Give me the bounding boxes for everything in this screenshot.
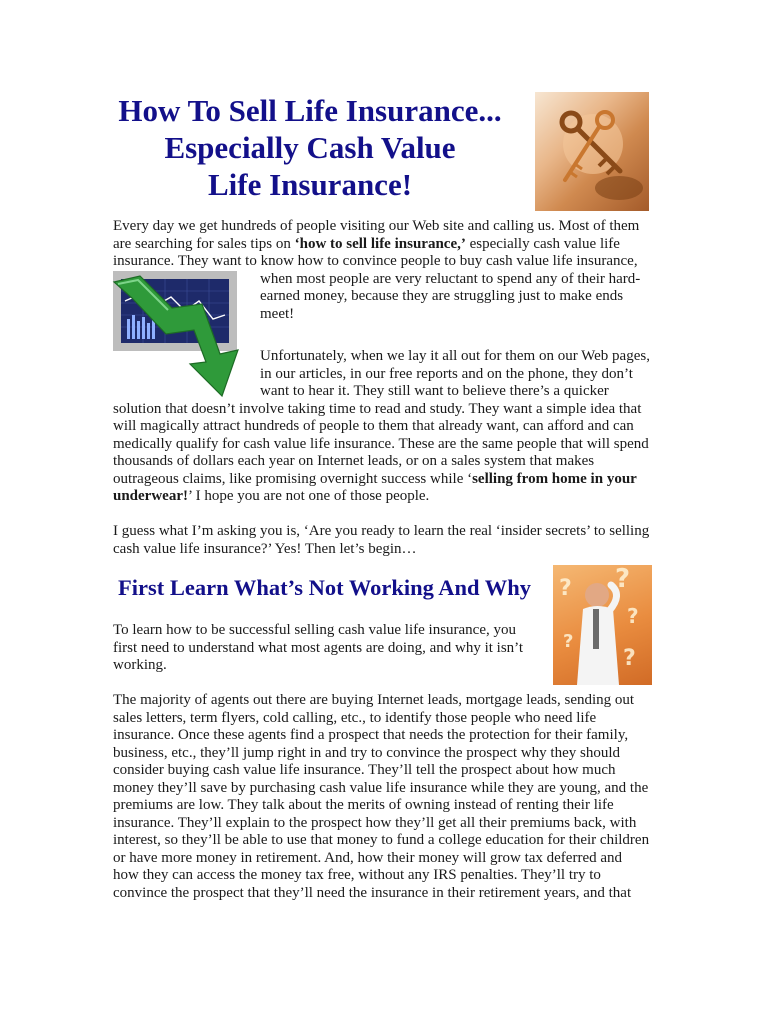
- text-run: outrageous claims, like promising overnight success while ‘: [113, 470, 473, 487]
- section-heading: First Learn What’s Not Working And Why: [118, 575, 531, 600]
- text-line: earned money, because they are struggling just to make ends: [260, 288, 624, 304]
- page-title: [100, 92, 520, 203]
- title-line: Especially Cash Value: [164, 130, 456, 165]
- text-line: Every day we get hundreds of people visiting our Web site and calling us. Most of them: [113, 218, 640, 234]
- text-line: consider buying cash value life insurance. They’ll tell the prospect about how much: [113, 762, 616, 778]
- text-line: will magically attract hundreds of people to them that already want, can afford and can: [113, 418, 634, 434]
- text-line: money they’ll save by purchasing cash value life insurance while they are young, and the: [113, 779, 649, 796]
- text-line: interest, so they’ll be able to use that money to fund a college education for their children: [113, 832, 650, 848]
- svg-text:?: ?: [615, 565, 631, 594]
- emphasis-text: selling from home in your: [472, 470, 637, 487]
- keys-icon: [535, 92, 649, 211]
- text-line: [113, 488, 657, 506]
- paragraph-unfortunately: [113, 348, 657, 506]
- text-line: or have more money in retirement. And, how their money will grow tax deferred and: [113, 849, 623, 866]
- emphasis-text: underwear!: [113, 488, 188, 504]
- text-line: working.: [113, 657, 167, 673]
- text-line: first need to understand what most agents are doing, and why it isn’t: [113, 639, 524, 656]
- text-line: thousands of dollars each year on Internet leads, or on a sales system that makes: [113, 453, 595, 469]
- text-line: insurance. They want to know how to convince people to buy cash value life insurance,: [113, 253, 638, 269]
- text-line: how they can access the money tax free, without any IRS penalties. They’ll try to: [113, 867, 601, 883]
- svg-text:?: ?: [623, 646, 636, 671]
- text-line: medically qualify for cash value life insurance. These are the same people that will spend: [113, 435, 649, 452]
- svg-text:?: ?: [563, 631, 574, 652]
- emphasis-text: ‘how to sell life insurance,’: [294, 235, 466, 252]
- text-line: meet!: [260, 305, 295, 322]
- text-line: want to hear it. They still want to believe there’s a quicker: [260, 383, 609, 399]
- text-line: [113, 236, 657, 254]
- svg-text:?: ?: [559, 576, 572, 601]
- text-line: business, etc., they’ll jump right in and try to convince the prospect why they should: [113, 744, 620, 761]
- text-line: premiums are low. They talk about the merits of owning instead of renting their life: [113, 797, 614, 813]
- text-run: are searching for sales tips on: [113, 235, 295, 252]
- text-line: Unfortunately, when we lay it all out for them on our Web pages,: [260, 348, 650, 364]
- paragraph-learn: [113, 622, 657, 675]
- text-line: To learn how to be successful selling cash value life insurance, you: [113, 622, 516, 638]
- title-line: Life Insurance!: [207, 167, 413, 202]
- text-line: [113, 471, 657, 489]
- text-line: when most people are very reluctant to spend any of their hard-: [260, 270, 641, 287]
- text-line: cash value life insurance?’ Yes! Then let’s begin…: [113, 540, 417, 557]
- paragraph-ready: [113, 523, 657, 558]
- text-line: insurance. They’ll explain to the prospect how they’ll get all their premiums back, with: [113, 814, 637, 831]
- text-line: sales letters, term flyers, cold calling, etc., to identify those people who need life: [113, 709, 597, 726]
- text-line: in our articles, in our free reports and on the phone, they don’t: [260, 365, 633, 382]
- svg-text:?: ?: [627, 604, 639, 628]
- text-line: solution that doesn’t involve taking time to read and study. They want a simple idea that: [113, 400, 642, 417]
- title-line: How To Sell Life Insurance...: [118, 93, 502, 128]
- keys-image: [535, 92, 649, 211]
- text-line: convince the prospect that they’ll need the insurance in their retirement years, and that: [113, 884, 632, 901]
- text-line: insurance. Once these agents find a prospect that needs the protection for their family,: [113, 727, 629, 743]
- text-line: The majority of agents out there are buying Internet leads, mortgage leads, sending out: [113, 692, 635, 708]
- text-line: I guess what I’m asking you is, ‘Are you ready to learn the real ‘insider secrets’ to selling: [113, 523, 650, 539]
- text-run: ’ I hope you are not one of those people.: [188, 488, 430, 504]
- paragraph-majority: [113, 692, 657, 902]
- text-run: especially cash value life: [465, 235, 620, 252]
